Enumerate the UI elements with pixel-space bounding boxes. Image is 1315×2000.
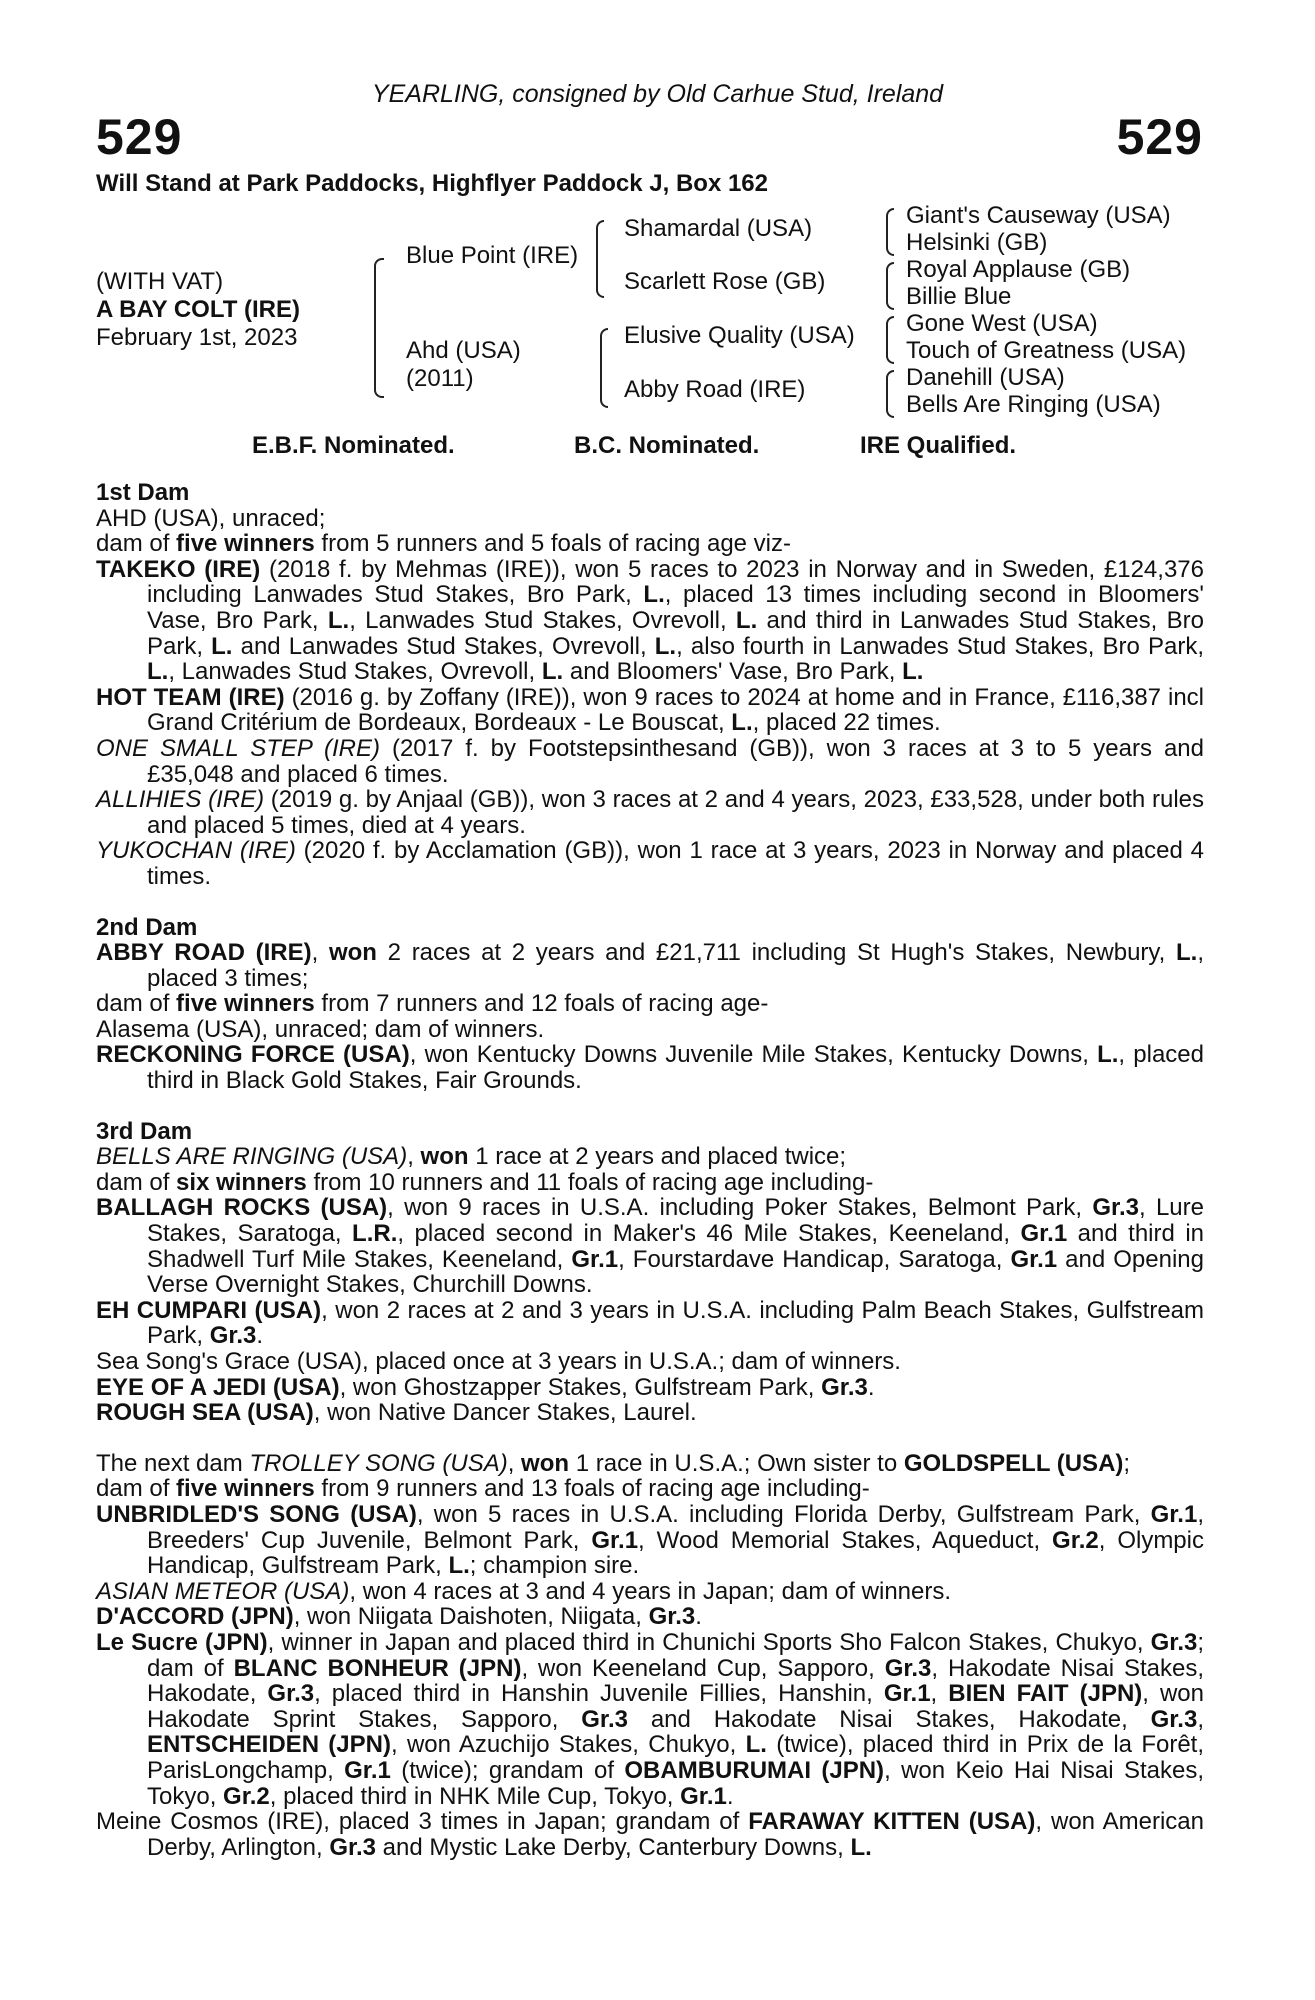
pedigree-brace (596, 220, 604, 298)
progeny-entry: ALLIHIES (IRE) (2019 g. by Anjaal (GB)), won 3 races at 2 and 4 years, 2023, £33,528, under both rules and placed 5 times, died at 4 years. (96, 786, 1205, 839)
foaling-date: February 1st, 2023 (96, 324, 298, 351)
progeny-entry: ONE SMALL STEP (IRE) (2017 f. by Footstepsinthesand (GB)), won 3 races at 3 to 5 years and £35,048 and placed 6 times. (96, 734, 1204, 788)
lot-number-right: 529 (1116, 109, 1203, 165)
great-granddam-2: Billie Blue (906, 283, 1012, 310)
progeny-entry: RECKONING FORCE (USA), won Kentucky Downs Juvenile Mile Stakes, Kentucky Downs, L., placed third in Black Gold Stakes, Fair Grounds. (96, 1041, 1204, 1095)
great-granddam-4: Bells Are Ringing (USA) (906, 391, 1161, 418)
winner-name: HOT TEAM (IRE) (96, 683, 285, 711)
progeny-entry: Meine Cosmos (IRE), placed 3 times in Japan; grandam of FARAWAY KITTEN (USA), won American Derby, Arlington, Gr.3 and Mystic Lake Derby, Canterbury Downs, L. (96, 1808, 1204, 1861)
winner-name: D'ACCORD (JPN) (96, 1603, 294, 1631)
pedigree-brace (886, 208, 894, 256)
winner-name: ROUGH SEA (USA) (96, 1399, 314, 1427)
winner-name: RECKONING FORCE (USA) (96, 1041, 410, 1069)
lot-number-left: 529 (96, 109, 183, 165)
bc-nomination: B.C. Nominated. (574, 432, 760, 459)
second-dam-heading: 2nd Dam (96, 913, 198, 941)
winner-name: EH CUMPARI (USA) (96, 1296, 322, 1324)
winner-name: UNBRIDLED'S SONG (USA) (96, 1500, 417, 1528)
second-dam-produce: dam of five winners from 7 runners and 12 foals of racing age- (96, 990, 769, 1018)
third-dam-intro: BELLS ARE RINGING (USA), won 1 race at 2 years and placed twice; (96, 1143, 847, 1171)
sire-sire: Shamardal (USA) (624, 215, 813, 242)
pedigree-brace (600, 328, 608, 408)
third-dam-heading: 3rd Dam (96, 1117, 193, 1145)
pedigree-brace (886, 370, 894, 418)
ebf-nomination: E.B.F. Nominated. (252, 432, 455, 459)
great-granddam-1: Helsinki (GB) (906, 229, 1048, 256)
progeny-entry: ASIAN METEOR (USA), won 4 races at 3 and 4 years in Japan; dam of winners. (96, 1577, 952, 1605)
winner-name: Le Sucre (JPN) (96, 1628, 268, 1656)
second-dam-intro: ABBY ROAD (IRE), won 2 races at 2 years and £21,711 including St Hugh's Stakes, Newbury, L., placed 3 times; (96, 939, 1204, 992)
stand-location: Will Stand at Park Paddocks, Highflyer Paddock J, Box 162 (96, 170, 768, 197)
dam-year: (2011) (406, 365, 474, 392)
great-granddam-3: Touch of Greatness (USA) (906, 337, 1187, 364)
next-dam-intro: The next dam TROLLEY SONG (USA), won 1 race in U.S.A.; Own sister to GOLDSPELL (USA); (96, 1449, 1131, 1477)
progeny-entry: Sea Song's Grace (USA), placed once at 3 years in U.S.A.; dam of winners. (96, 1348, 901, 1375)
progeny-entry: EYE OF A JEDI (USA), won Ghostzapper Stakes, Gulfstream Park, Gr.3. (96, 1373, 875, 1401)
dam: Ahd (USA) (406, 337, 521, 364)
sire-dam: Scarlett Rose (GB) (624, 268, 826, 295)
third-dam-produce: dam of six winners from 10 runners and 11 foals of racing age including- (96, 1168, 874, 1196)
winner-name: YUKOCHAN (IRE) (96, 837, 296, 865)
great-grandsire-1: Giant's Causeway (USA) (906, 202, 1171, 229)
progeny-entry: YUKOCHAN (IRE) (2020 f. by Acclamation (GB)), won 1 race at 3 years, 2023 in Norway and placed 4 times. (96, 837, 1204, 890)
progeny-entry: Le Sucre (JPN), winner in Japan and placed third in Chunichi Sports Sho Falcon Stakes, Chukyo, Gr.3; dam of BLANC BONHEUR (JPN), won Keeneland Cup, Sapporo, Gr.3, Hakodate Nisai Stakes, Hakodate, Gr.3, placed third in Hanshin Juvenile Fillies, Hanshin, Gr.1, BIEN FAIT (JPN), won Hakodate Sprint Stakes, Sapporo, Gr.3 and Hakodate Nisai Stakes, Hakodate, Gr.3, ENTSCHEIDEN (JPN), won Azuchijo Stakes, Chukyo, L. (twice), placed third in Prix de la Forêt, ParisLongchamp, Gr.1 (twice); grandam of OBAMBURUMAI (JPN), won Keio Hai Nisai Stakes, Tokyo, Gr.2, placed third in NHK Mile Cup, Tokyo, Gr.1. (96, 1628, 1205, 1810)
winner-name: ALLIHIES (IRE) (96, 786, 265, 814)
next-dam-produce: dam of five winners from 9 runners and 13 foals of racing age including- (96, 1475, 870, 1503)
great-grandsire-4: Danehill (USA) (906, 364, 1065, 391)
pedigree-brace (886, 262, 894, 310)
pedigree-brace (886, 316, 894, 364)
winner-name: EYE OF A JEDI (USA) (96, 1373, 340, 1401)
progeny-entry: BALLAGH ROCKS (USA), won 9 races in U.S.A. including Poker Stakes, Belmont Park, Gr.3, Lure Stakes, Saratoga, L.R., placed second in Maker's 46 Mile Stakes, Keeneland, Gr.1 and third in Shadwell Turf Mile Stakes, Keeneland, Gr.1, Fourstardave Handicap, Saratoga, Gr.1 and Opening Verse Overnight Stakes, Churchill Downs. (96, 1194, 1204, 1299)
first-dam-produce: dam of five winners from 5 runners and 5 foals of racing age viz- (96, 530, 792, 558)
horse-name: A BAY COLT (IRE) (96, 296, 301, 323)
progeny-entry: D'ACCORD (JPN), won Niigata Daishoten, Niigata, Gr.3. (96, 1603, 702, 1631)
vat-note: (WITH VAT) (96, 268, 224, 295)
first-dam-heading: 1st Dam (96, 479, 190, 506)
first-dam-intro: AHD (USA), unraced; (96, 504, 326, 532)
dam-dam: Abby Road (IRE) (624, 376, 806, 403)
progeny-entry: HOT TEAM (IRE) (2016 g. by Zoffany (IRE)), won 9 races to 2024 at home and in France, £116,387 incl Grand Critérium de Bordeaux, Bordeaux - Le Bouscat, L., placed 22 times. (96, 683, 1205, 737)
progeny-entry: TAKEKO (IRE) (2018 f. by Mehmas (IRE)), won 5 races to 2023 in Norway and in Sweden, £124,376 including Lanwades Stud Stakes, Bro Park, L., placed 13 times including second in Bloomers' Vase, Bro Park, L., Lanwades Stud Stakes, Ovrevoll, L. and third in Lanwades Stud Stakes, Bro Park, L. and Lanwades Stud Stakes, Ovrevoll, L., also fourth in Lanwades Stud Stakes, Bro Park, L., Lanwades Stud Stakes, Ovrevoll, L. and Bloomers' Vase, Bro Park, L. (96, 555, 1204, 686)
winner-name: ONE SMALL STEP (IRE) (96, 734, 380, 762)
ire-qualification: IRE Qualified. (860, 432, 1017, 459)
great-grandsire-2: Royal Applause (GB) (906, 256, 1131, 283)
sire: Blue Point (IRE) (406, 242, 579, 269)
catalogue-body (96, 480, 1204, 1860)
consignment-subtitle: YEARLING, consigned by Old Carhue Stud, Ireland (371, 80, 944, 108)
winner-name: ASIAN METEOR (USA) (96, 1577, 350, 1605)
pedigree-brace (374, 258, 384, 398)
great-grandsire-3: Gone West (USA) (906, 310, 1098, 337)
dam-sire: Elusive Quality (USA) (624, 322, 855, 349)
winner-name: BALLAGH ROCKS (USA) (96, 1194, 388, 1222)
progeny-entry: UNBRIDLED'S SONG (USA), won 5 races in U.S.A. including Florida Derby, Gulfstream Park, Gr.1, Breeders' Cup Juvenile, Belmont Park, Gr.1, Wood Memorial Stakes, Aqueduct, Gr.2, Olympic Handicap, Gulfstream Park, L.; champion sire. (96, 1500, 1204, 1580)
progeny-entry: ROUGH SEA (USA), won Native Dancer Stakes, Laurel. (96, 1399, 697, 1427)
progeny-entry: EH CUMPARI (USA), won 2 races at 2 and 3 years in U.S.A. including Palm Beach Stakes, Gulfstream Park, Gr.3. (96, 1296, 1205, 1350)
progeny-entry: Alasema (USA), unraced; dam of winners. (96, 1015, 545, 1043)
winner-name: TAKEKO (IRE) (96, 555, 261, 583)
